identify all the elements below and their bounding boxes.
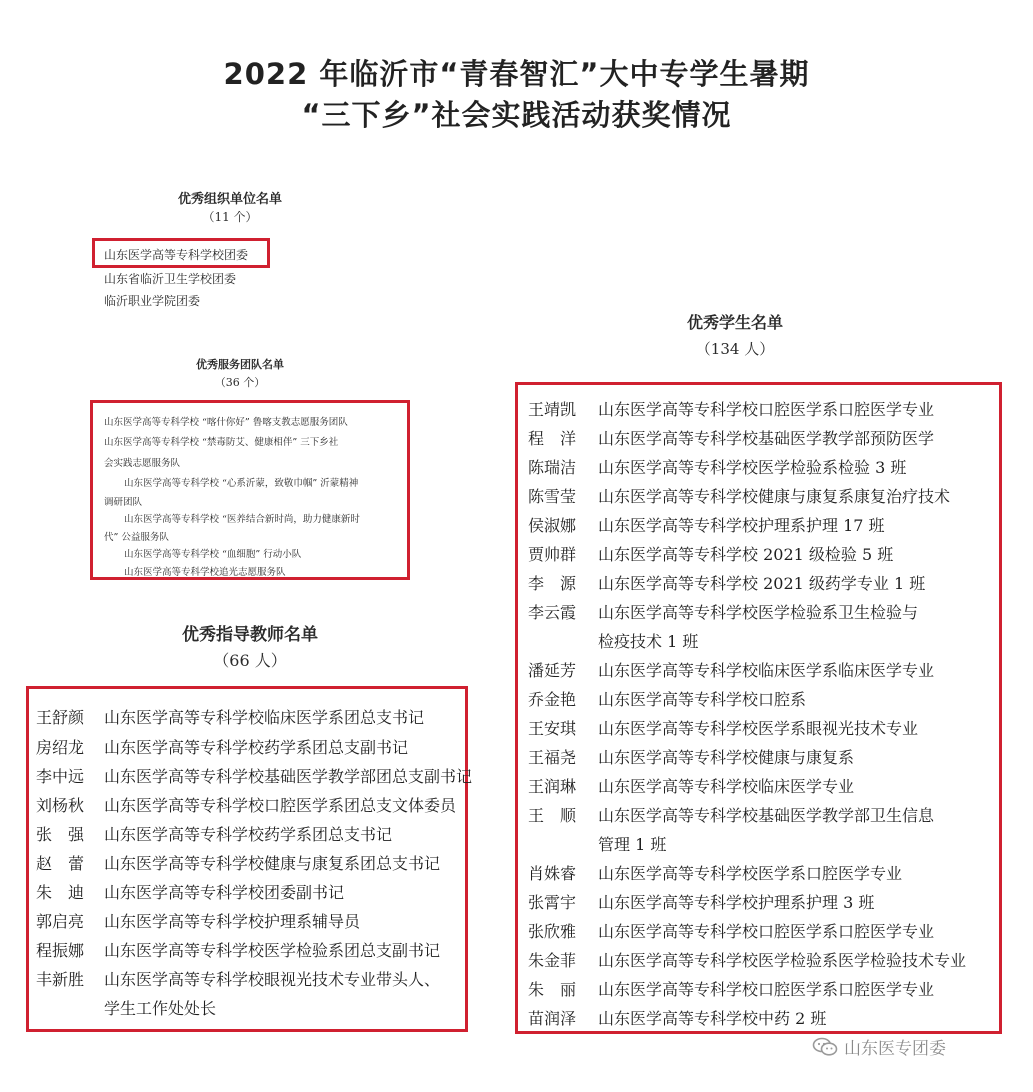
- org-item: 山东省临沂卫生学校团委: [104, 272, 237, 286]
- student-name: 肖姝睿: [528, 864, 577, 883]
- service-line: 调研团队: [104, 497, 143, 508]
- teacher-name: 刘杨秋: [36, 796, 85, 815]
- account-name: 山东医专团委: [844, 1039, 946, 1059]
- teacher-name: 赵 蕾: [36, 854, 85, 873]
- student-desc: 山东医学高等专科学校口腔医学系口腔医学专业: [598, 922, 935, 941]
- student-name: 朱金菲: [528, 951, 577, 970]
- student-name: 王安琪: [528, 719, 577, 738]
- student-desc: 山东医学高等专科学校健康与康复系康复治疗技术: [598, 487, 951, 506]
- org-heading: 优秀组织单位名单: [177, 192, 282, 207]
- teacher-desc: 山东医学高等专科学校药学系团总支书记: [104, 825, 393, 844]
- student-name: 贾帅群: [528, 545, 577, 564]
- student-desc: 山东医学高等专科学校口腔医学系口腔医学专业: [598, 400, 935, 419]
- teacher-desc: 山东医学高等专科学校医学检验系团总支副书记: [104, 941, 441, 960]
- student-name: 乔金艳: [528, 690, 577, 709]
- teacher-name: 程振娜: [36, 941, 85, 960]
- student-name: 王靖凯: [528, 400, 577, 419]
- student-name: 程 洋: [528, 429, 577, 448]
- student-desc: 山东医学高等专科学校护理系护理 17 班: [598, 516, 885, 535]
- students-heading: 优秀学生名单: [686, 313, 783, 332]
- page-title-line1: 2022 年临沂市“青春智汇”大中专学生暑期: [223, 57, 810, 91]
- service-heading: 优秀服务团队名单: [196, 358, 284, 371]
- teachers-count: （66 人）: [213, 651, 287, 670]
- teacher-name: 丰新胜: [36, 970, 85, 989]
- student-desc: 山东医学高等专科学校口腔系: [598, 690, 807, 709]
- student-desc: 山东医学高等专科学校 2021 级检验 5 班: [598, 545, 894, 564]
- student-desc: 山东医学高等专科学校基础医学教学部卫生信息: [598, 806, 935, 825]
- student-name: 王 顺: [528, 806, 577, 825]
- service-line: 山东医学高等专科学校 “心系沂蒙，致敬巾帼” 沂蒙精神: [124, 478, 359, 489]
- student-desc: 山东医学高等专科学校临床医学系临床医学专业: [598, 661, 935, 680]
- teacher-name: 张 强: [36, 825, 85, 844]
- teacher-desc: 山东医学高等专科学校口腔医学系团总支文体委员: [104, 796, 457, 815]
- wechat-icon: [812, 1037, 838, 1057]
- student-desc: 山东医学高等专科学校 2021 级药学专业 1 班: [598, 574, 926, 593]
- student-desc: 山东医学高等专科学校中药 2 班: [598, 1009, 827, 1028]
- student-name: 侯淑娜: [528, 516, 577, 535]
- service-line: 山东医学高等专科学校 “医养结合新时尚，助力健康新时: [124, 514, 360, 525]
- student-name: 朱 丽: [528, 980, 577, 999]
- student-name: 陈雪莹: [528, 487, 577, 506]
- students-count: （134 人）: [695, 340, 775, 358]
- student-name: 陈瑞洁: [528, 458, 577, 477]
- teacher-desc: 山东医学高等专科学校护理系辅导员: [104, 912, 361, 931]
- teacher-name: 王舒颜: [36, 708, 85, 727]
- account-watermark: [812, 1034, 946, 1059]
- teacher-name: 朱 迪: [36, 883, 85, 902]
- teacher-desc: 山东医学高等专科学校基础医学教学部团总支副书记: [104, 767, 473, 786]
- student-desc: 山东医学高等专科学校医学系口腔医学专业: [598, 864, 903, 883]
- teacher-desc: 山东医学高等专科学校临床医学系团总支书记: [104, 708, 425, 727]
- teacher-desc: 山东医学高等专科学校健康与康复系团总支书记: [104, 854, 441, 873]
- service-line: 山东医学高等专科学校追光志愿服务队: [124, 567, 286, 578]
- student-desc: 山东医学高等专科学校基础医学教学部预防医学: [598, 429, 935, 448]
- page-title-line2: “三下乡”社会实践活动获奖情况: [301, 98, 732, 132]
- student-name: 张霄宇: [528, 893, 577, 912]
- org-item: 山东医学高等专科学校团委: [104, 248, 249, 262]
- student-desc: 山东医学高等专科学校医学检验系卫生检验与: [598, 603, 919, 622]
- student-name: 苗润泽: [528, 1009, 577, 1028]
- student-desc: 检疫技术 1 班: [598, 632, 699, 651]
- student-name: 王福尧: [528, 748, 577, 767]
- student-name: 王润琳: [528, 777, 577, 796]
- student-name: 潘延芳: [528, 661, 577, 680]
- teacher-desc: 山东医学高等专科学校团委副书记: [104, 883, 345, 902]
- student-desc: 山东医学高等专科学校医学检验系医学检验技术专业: [598, 951, 967, 970]
- student-name: 李 源: [528, 574, 577, 593]
- service-line: 山东医学高等专科学校 “喀什你好” 鲁喀支教志愿服务团队: [104, 417, 348, 428]
- org-count: （11 个）: [202, 210, 258, 224]
- student-desc: 山东医学高等专科学校临床医学专业: [598, 777, 855, 796]
- teacher-name: 郭启亮: [36, 912, 85, 931]
- teachers-heading: 优秀指导教师名单: [182, 625, 318, 645]
- student-name: 张欣雅: [528, 922, 577, 941]
- service-line: 代” 公益服务队: [104, 532, 169, 543]
- student-name: 李云霞: [528, 603, 577, 622]
- service-count: （36 个）: [214, 376, 266, 389]
- service-line: 山东医学高等专科学校 “禁毒防艾、健康相伴” 三下乡社: [104, 437, 339, 448]
- teacher-desc: 山东医学高等专科学校眼视光技术专业带头人、: [104, 970, 441, 989]
- student-desc: 山东医学高等专科学校医学系眼视光技术专业: [598, 719, 919, 738]
- service-line: 山东医学高等专科学校 “血细胞” 行动小队: [124, 549, 302, 560]
- student-desc: 山东医学高等专科学校护理系护理 3 班: [598, 893, 875, 912]
- teacher-desc: 学生工作处处长: [104, 999, 217, 1018]
- student-desc: 山东医学高等专科学校健康与康复系: [598, 748, 855, 767]
- student-desc: 山东医学高等专科学校口腔医学系口腔医学专业: [598, 980, 935, 999]
- teacher-name: 房绍龙: [36, 738, 85, 757]
- student-desc: 山东医学高等专科学校医学检验系检验 3 班: [598, 458, 907, 477]
- service-line: 会实践志愿服务队: [104, 458, 181, 469]
- student-desc: 管理 1 班: [598, 835, 667, 854]
- teacher-desc: 山东医学高等专科学校药学系团总支副书记: [104, 738, 409, 757]
- teacher-name: 李中远: [36, 767, 85, 786]
- org-item: 临沂职业学院团委: [104, 294, 201, 308]
